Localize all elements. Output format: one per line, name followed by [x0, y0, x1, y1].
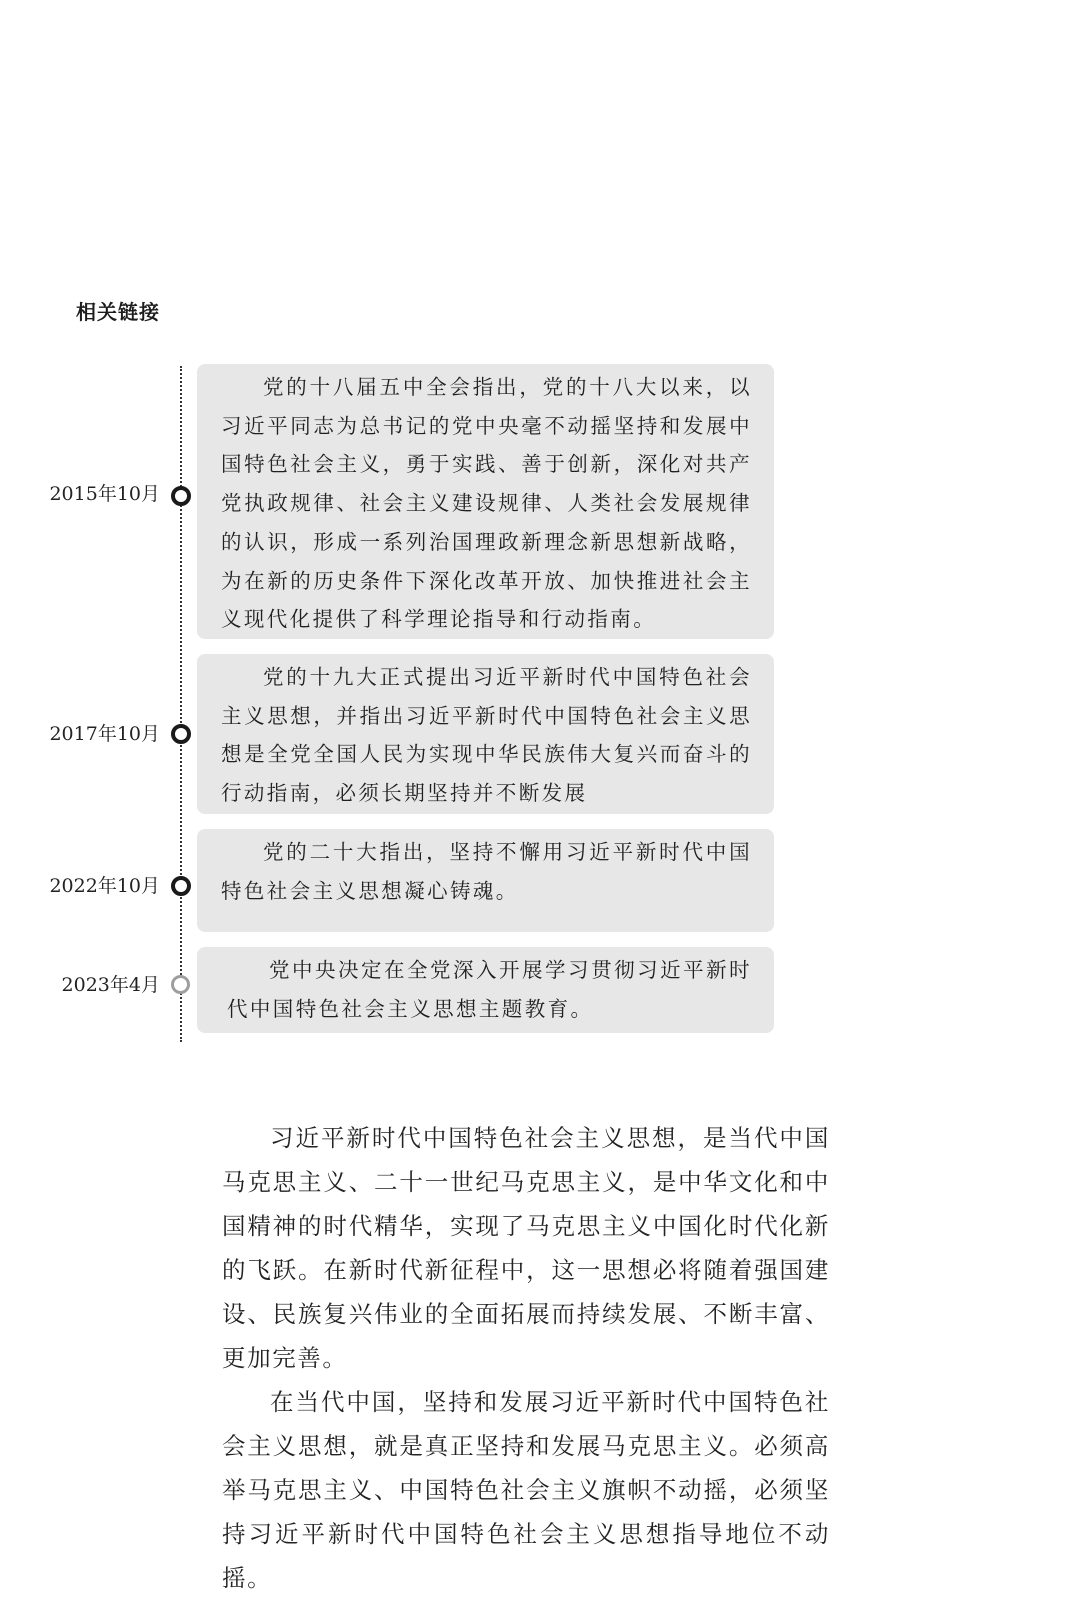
timeline-dot	[171, 975, 190, 994]
timeline-event-box: 党的十八届五中全会指出，党的十八大以来，以习近平同志为总书记的党中央毫不动摇坚持和发展中国特色社会主义，勇于实践、善于创新，深化对共产党执政规律、社会主义建设规律、人类社会发展规律的认识，形成一系列治国理政新理念新思想新战略，为在新的历史条件下深化改革开放、加快推进社会主义现代化提供了科学理论指导和行动指南。	[197, 364, 774, 639]
section-heading: 相关链接	[76, 300, 160, 324]
body-text	[222, 1116, 830, 1600]
body-paragraph: 在当代中国，坚持和发展习近平新时代中国特色社会主义思想，就是真正坚持和发展马克思主义。必须高举马克思主义、中国特色社会主义旗帜不动摇，必须坚持习近平新时代中国特色社会主义思想指导地位不动摇。	[222, 1388, 830, 1592]
timeline-line	[180, 366, 182, 1042]
timeline-dot	[171, 876, 191, 896]
timeline-date: 2022年10月	[49, 875, 160, 897]
timeline-event-box: 党中央决定在全党深入开展学习贯彻习近平新时代中国特色社会主义思想主题教育。	[197, 947, 774, 1033]
timeline-date: 2015年10月	[49, 483, 160, 505]
body-paragraph: 习近平新时代中国特色社会主义思想，是当代中国马克思主义、二十一世纪马克思主义，是中华文化和中国精神的时代精华，实现了马克思主义中国化时代化新的飞跃。在新时代新征程中，这一思想必将随着强国建设、民族复兴伟业的全面拓展而持续发展、不断丰富、更加完善。	[222, 1124, 830, 1372]
timeline-date: 2023年4月	[61, 974, 160, 996]
timeline-event-box: 党的十九大正式提出习近平新时代中国特色社会主义思想，并指出习近平新时代中国特色社会主义思想是全党全国人民为实现中华民族伟大复兴而奋斗的行动指南，必须长期坚持并不断发展	[197, 654, 774, 814]
timeline-date: 2017年10月	[49, 723, 160, 745]
timeline-event-box: 党的二十大指出，坚持不懈用习近平新时代中国特色社会主义思想凝心铸魂。	[197, 829, 774, 932]
timeline-dot	[171, 486, 191, 506]
timeline-dot	[171, 724, 191, 744]
